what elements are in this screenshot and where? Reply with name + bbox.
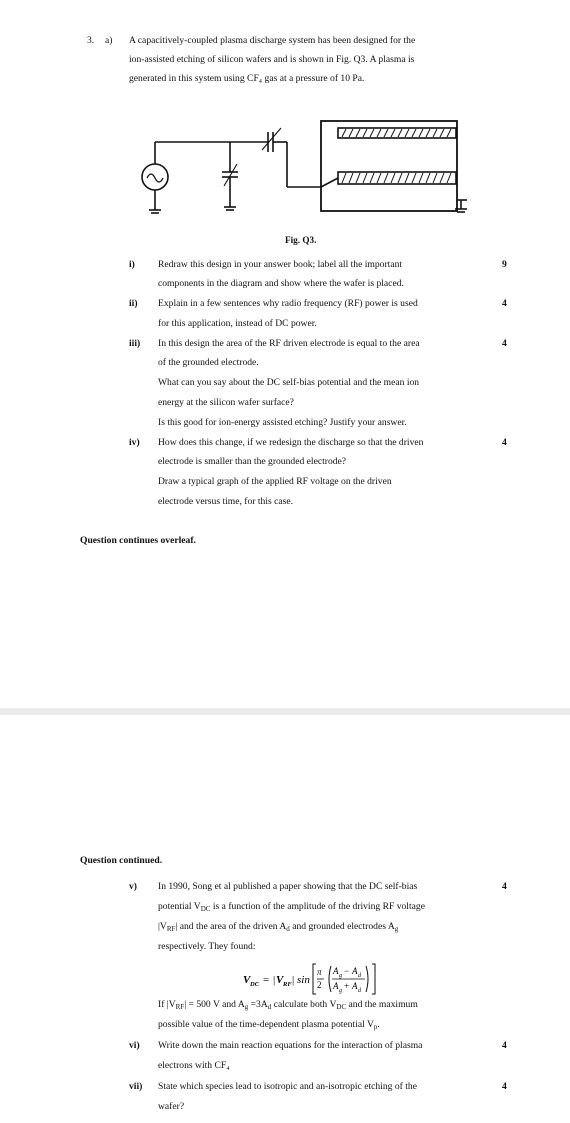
question-line: wafer? — [158, 1101, 185, 1112]
question-line: Explain in a few sentences why radio frequency (RF) power is used — [158, 298, 418, 309]
question-line: Is this good for ion-energy assisted etching? Justify your answer. — [158, 417, 407, 428]
intro-line: generated in this system using CF₄ gas at a pressure of 10 Pa. — [129, 73, 365, 84]
svg-text:=: = — [263, 974, 270, 986]
svg-text:RF: RF — [283, 981, 292, 988]
question-label: iv) — [129, 437, 140, 448]
marks: 4 — [502, 298, 507, 309]
svg-text:−: − — [344, 966, 350, 976]
intro-line: ion-assisted etching of silicon wafers and is shown in Fig. Q3. A plasma is — [129, 54, 415, 65]
question-number: 3. — [87, 35, 95, 46]
svg-text:2: 2 — [317, 980, 322, 990]
marks: 4 — [502, 338, 507, 349]
question-label: v) — [129, 881, 137, 892]
marks: 4 — [502, 437, 507, 448]
question-line: In 1990, Song et al published a paper showing that the DC self-bias — [158, 881, 418, 892]
question-line: potential $V_{DC}$ is a function of the amplitude of the driving RF voltage — [158, 901, 425, 913]
question-line: electrode is smaller than the grounded electrode? — [158, 456, 347, 467]
question-label: iii) — [129, 338, 141, 349]
exam-page-2 — [0, 715, 570, 1123]
part-label: a) — [105, 35, 113, 46]
svg-text:d: d — [358, 988, 361, 994]
marks: 4 — [502, 1081, 507, 1092]
intro-line: A capacitively-coupled plasma discharge system has been designed for the — [129, 35, 416, 46]
svg-text:g: g — [339, 988, 342, 994]
question-line: $|V_{RF}|$ and the area of the driven $A_d$ and grounded electrodes $A_g$ — [158, 921, 399, 933]
marks: 9 — [502, 259, 507, 270]
continues-note: Question continues overleaf. — [80, 535, 196, 546]
question-line: Redraw this design in your answer book; label all the important — [158, 259, 403, 270]
question-line: What can you say about the DC self-bias potential and the mean ion — [158, 377, 420, 388]
question-label: vii) — [129, 1081, 143, 1092]
svg-text:+: + — [344, 981, 350, 991]
figure-caption: Fig. Q3. — [285, 235, 317, 245]
question-label: vi) — [129, 1040, 140, 1051]
svg-text:DC: DC — [250, 981, 260, 988]
question-line: for this application, instead of DC power. — [158, 318, 317, 329]
question-line: State which species lead to isotropic and an-isotropic etching of the — [158, 1081, 417, 1092]
question-line: If $|V_{RF}| = 500$ V and $A_g =3A_d$ calculate both $V_{DC}$ and the maximum — [158, 999, 418, 1011]
svg-text:V: V — [276, 974, 284, 986]
svg-text:|: | — [292, 974, 295, 986]
self-bias-equation — [243, 958, 423, 998]
svg-text:g: g — [339, 973, 342, 979]
question-line: energy at the silicon wafer surface? — [158, 397, 294, 408]
question-line: Write down the main reaction equations for the interaction of plasma — [158, 1040, 423, 1051]
question-label: i) — [129, 259, 135, 270]
svg-text:V: V — [243, 974, 251, 986]
question-line: Draw a typical graph of the applied RF voltage on the driven — [158, 476, 392, 487]
question-line: of the grounded electrode. — [158, 357, 259, 368]
svg-text:π: π — [317, 967, 322, 977]
svg-text:sin: sin — [297, 974, 310, 986]
question-line: In this design the area of the RF driven electrode is equal to the area — [158, 338, 420, 349]
svg-text:d: d — [358, 973, 361, 979]
question-line: components in the diagram and show where the wafer is placed. — [158, 278, 404, 289]
marks: 4 — [502, 1040, 507, 1051]
svg-text:A: A — [352, 966, 358, 976]
marks: 4 — [502, 881, 507, 892]
svg-text:A: A — [352, 981, 358, 991]
question-line: respectively. They found: — [158, 941, 256, 952]
question-label: ii) — [129, 298, 138, 309]
question-line: electrode versus time, for this case. — [158, 496, 294, 507]
question-line: possible value of the time-dependent plasma potential $V_p$. — [158, 1019, 380, 1031]
question-line: electrons with CF₄ — [158, 1060, 230, 1071]
svg-text:A: A — [333, 966, 339, 976]
question-line: How does this change, if we redesign the discharge so that the driven — [158, 437, 424, 448]
continued-heading: Question continued. — [80, 855, 163, 866]
svg-text:|: | — [273, 974, 276, 986]
plasma-system-diagram — [125, 112, 475, 230]
svg-text:A: A — [333, 981, 339, 991]
